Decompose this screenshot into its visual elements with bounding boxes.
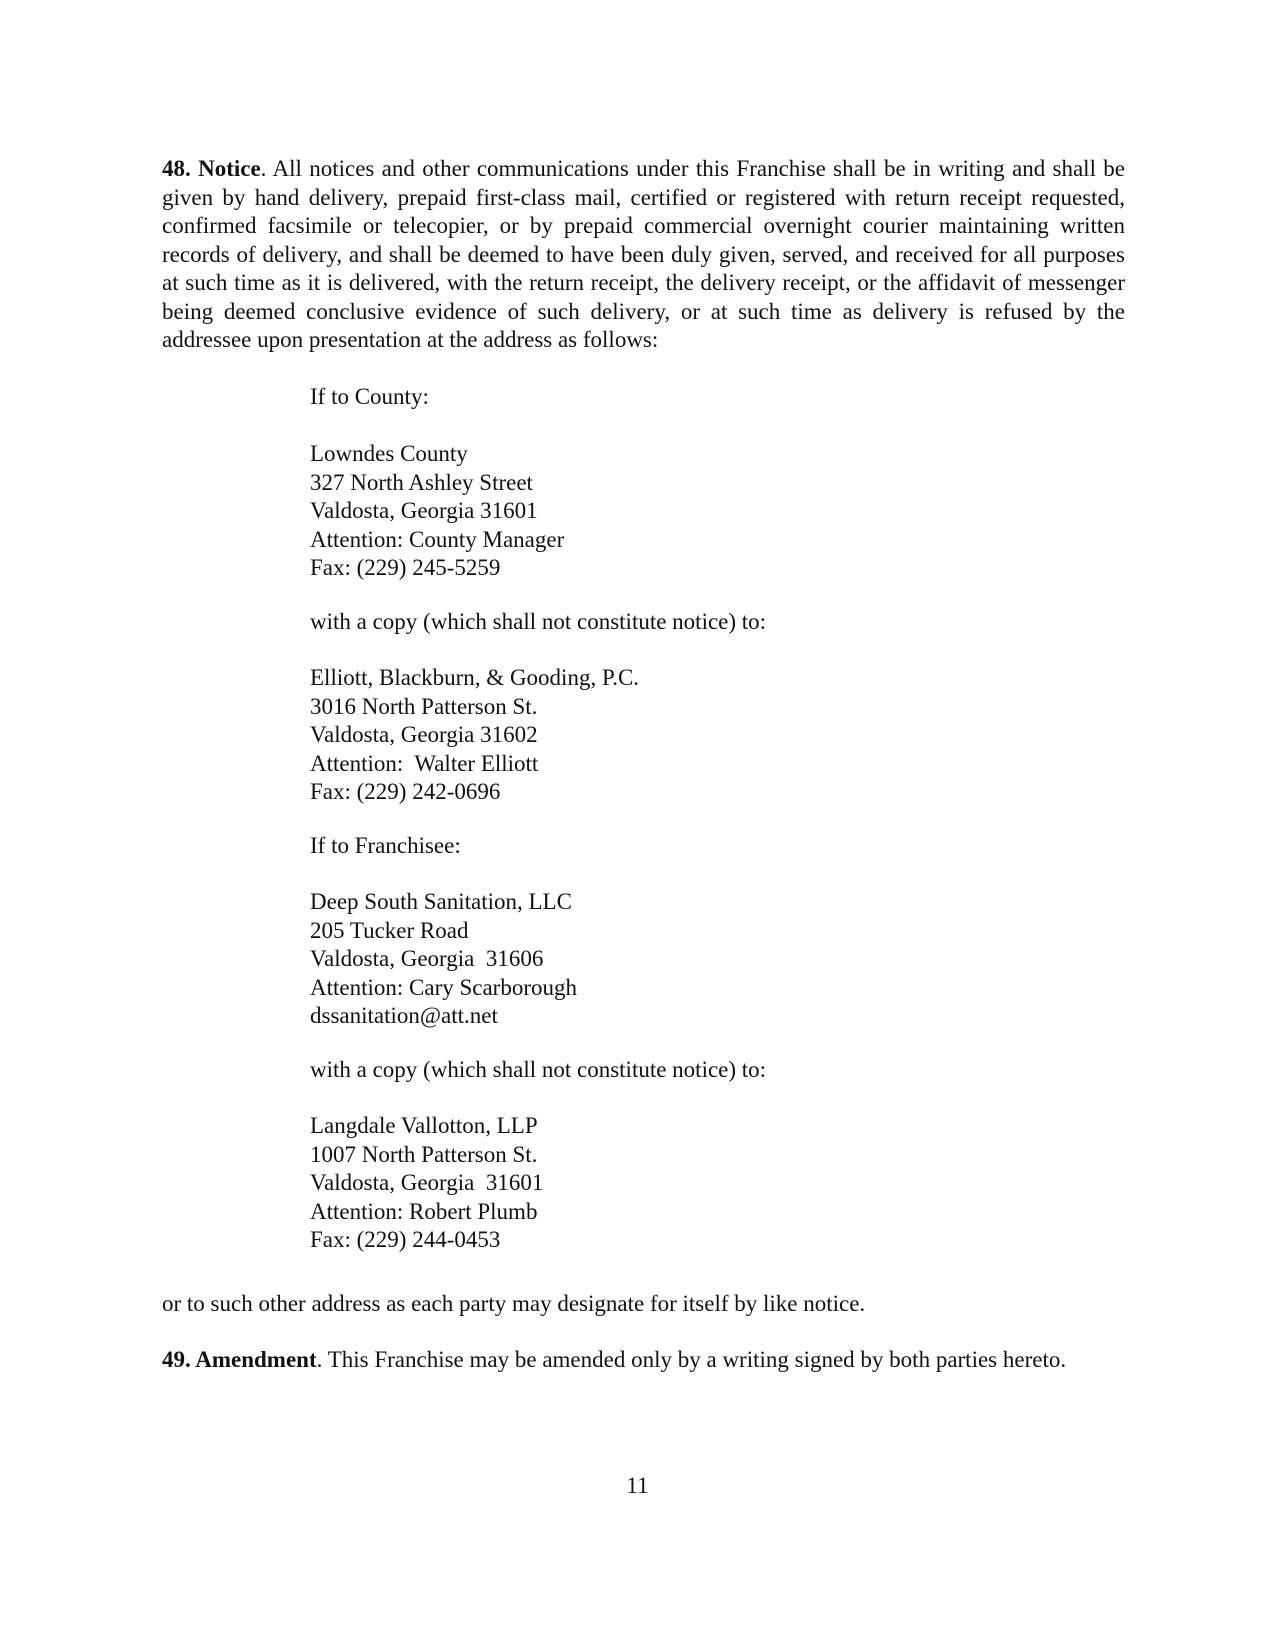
franchisee-copy-intro: with a copy (which shall not constitute notice) to: <box>310 1057 767 1082</box>
county-copy-address-line: Valdosta, Georgia 31602 <box>310 722 538 747</box>
county-address-line: Lowndes County <box>310 441 468 466</box>
county-address-line: Attention: County Manager <box>310 526 565 552</box>
franchisee-address-line: 205 Tucker Road <box>310 917 469 943</box>
section-48-body: . All notices and other communications under this Franchise shall be in writing and shall be given by hand delivery, prepaid first-class mail, certified or registered with return receipt requested, confirmed facsimile or telecopier, or by prepaid commercial overnight courier maintaining written records of delivery, and shall be deemed to have been duly given, served, and received for all purposes at such time as it is delivered, with the return receipt, the delivery receipt, or the affidavit of messenger being deemed conclusive evidence of such delivery, or at such time as delivery is refused by the addressee upon presentation at the address as follows: <box>162 156 1125 352</box>
franchisee-address-line: Attention: Cary Scarborough <box>310 974 578 1000</box>
franchisee-email: dssanitation@att.net <box>310 1003 498 1028</box>
county-address-block <box>310 440 564 583</box>
county-fax: Fax: (229) 245-5259 <box>310 555 501 580</box>
section-49-heading: 49. Amendment <box>162 1347 317 1372</box>
county-copy-address-line: Elliott, Blackburn, & Gooding, P.C. <box>310 665 640 690</box>
franchisee-copy-fax: Fax: (229) 244-0453 <box>310 1227 501 1252</box>
franchisee-intro: If to Franchisee: <box>310 833 461 858</box>
county-copy-address-line: 3016 North Patterson St. <box>310 693 538 719</box>
county-address-line: 327 North Ashley Street <box>310 469 533 495</box>
county-copy-fax: Fax: (229) 242-0696 <box>310 779 501 804</box>
county-intro: If to County: <box>310 384 429 409</box>
section-48-heading: 48. Notice <box>162 156 261 181</box>
franchisee-copy-address-line: Valdosta, Georgia 31601 <box>310 1170 544 1195</box>
page-number: 11 <box>626 1473 649 1498</box>
franchisee-address-line: Valdosta, Georgia 31606 <box>310 946 544 971</box>
franchisee-address-line: Deep South Sanitation, LLC <box>310 889 572 914</box>
franchisee-copy-address-line: 1007 North Patterson St. <box>310 1141 538 1167</box>
closing-line: or to such other address as each party may designate for itself by like notice. <box>162 1291 866 1316</box>
county-address-line: Valdosta, Georgia 31601 <box>310 498 538 523</box>
franchisee-copy-address-line: Langdale Vallotton, LLP <box>310 1113 538 1138</box>
county-copy-intro: with a copy (which shall not constitute notice) to: <box>310 609 767 634</box>
county-copy-address-block <box>310 664 639 807</box>
franchisee-address-block <box>310 888 577 1031</box>
section-48-paragraph <box>162 155 1125 355</box>
franchisee-copy-address-line: Attention: Robert Plumb <box>310 1198 538 1224</box>
section-49-body: . This Franchise may be amended only by a writing signed by both parties hereto. <box>316 1347 1067 1372</box>
county-copy-address-line: Attention: Walter Elliott <box>310 750 539 776</box>
franchisee-copy-address-block <box>310 1112 543 1255</box>
section-49-paragraph <box>162 1346 1125 1375</box>
